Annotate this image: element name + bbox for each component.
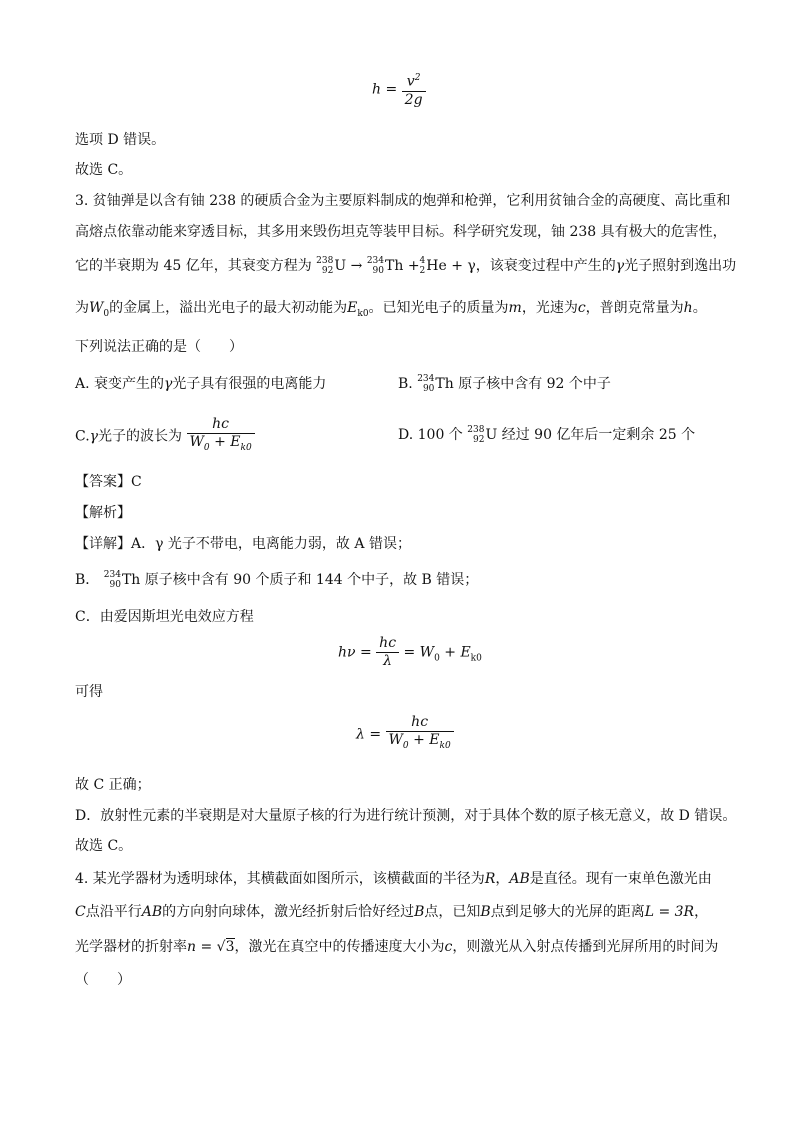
mass-m: m — [508, 300, 522, 316]
gamma: γ — [615, 258, 625, 274]
fraction-v2-2g — [402, 70, 426, 109]
option-c: C.γ光子的波长为 $\frac{hc}{W_0 + E_{k0}}$ — [75, 416, 255, 457]
nuclide-th234: 234 90 — [366, 256, 384, 276]
answer-value: C — [131, 474, 142, 490]
q3-line-4: 为$W_0$的金属上，溢出光电子的最大初动能为$E_{k0}$。已知光电子的质量为m，光速为c，普朗克常量为h。 — [75, 300, 707, 319]
q3-line-5: 下列说法正确的是（ ） — [75, 339, 243, 355]
he-symbol: He — [426, 258, 447, 274]
c-correct: 故 C 正确； — [75, 777, 151, 793]
answer-line: 【答案】C — [75, 474, 142, 490]
kede: 可得 — [75, 684, 103, 700]
choose-c-2: 故选 C。 — [75, 838, 133, 854]
q3-line-1: 3. 贫铀弹是以含有铀 238 的硬质合金为主要原料制成的炮弹和枪弹，它利用贫铀合金的高硬度、高比重和 — [75, 193, 731, 209]
line-d-wrong: 选项 D 错误。 — [75, 132, 166, 148]
equation-h — [372, 70, 426, 109]
q4-line-4: （ ） — [75, 972, 131, 988]
detail-a: 【详解】A．γ 光子不带电，电离能力弱，故 A 错误； — [75, 536, 411, 552]
q4-line-2: C点沿平行AB的方向射向球体，激光经折射后恰好经过B点，已知B点到足够大的光屏的距离L = 3R， — [75, 904, 709, 920]
eq-sign: = — [385, 81, 398, 98]
equation-photoelectric: hν = $\frac{hc}{\lambda}$ = $W_0 + E_{k0}$ — [338, 635, 482, 669]
line-choose-c: 故选 C。 — [75, 162, 133, 178]
detail-c: C．由爱因斯坦光电效应方程 — [75, 609, 254, 625]
eq-lhs: h — [372, 81, 382, 98]
q3-line-3 — [75, 256, 736, 276]
q4-line-1: 4. 某光学器材为透明球体，其横截面如图所示，该横截面的半径为R，AB是直径。现有一束单色激光由 — [75, 871, 712, 887]
q4-line-3: 光学器材的折射率n = √3，激光在真空中的传播速度大小为c，则激光从入射点传播到光屏所用的时间为 — [75, 939, 719, 955]
ek0: E — [347, 300, 358, 316]
equation-lambda: λ = $\frac{hc}{W_0 + E_{k0}}$ — [356, 714, 454, 755]
option-a: A. 衰变产生的γ光子具有很强的电离能力 — [75, 376, 327, 392]
plus: + — [407, 258, 420, 274]
eq-num: v — [406, 73, 415, 90]
plus-gamma: + γ — [451, 258, 476, 274]
option-b: B. 234 90 Th 原子核中含有 92 个中子 — [398, 374, 611, 394]
detail-d: D．放射性元素的半衰期是对大量原子核的行为进行统计预测，对于具体个数的原子核无意义，故 D 错误。 — [75, 808, 737, 824]
u-symbol: U — [334, 258, 347, 274]
nuclide-he4: 4 2 — [419, 256, 426, 276]
q3-l3c: 光子照射到逸出功 — [624, 258, 737, 274]
q3-l3b: ，该衰变过程中产生的 — [475, 258, 616, 274]
option-d: D. 100 个 238 92 U 经过 90 亿年后一定剩余 25 个 — [398, 425, 696, 445]
detail-b: B． 234 90 Th 原子核中含有 90 个质子和 144 个中子，故 B 错误； — [75, 570, 479, 590]
q3-l3a: 它的半衰期为 45 亿年，其衰变方程为 — [75, 258, 312, 274]
fraction-hc: $\frac{hc}{W_0 + E_{k0}}$ — [187, 416, 255, 457]
th-symbol: Th — [385, 258, 404, 274]
arrow: → — [350, 258, 363, 274]
w0: W — [89, 300, 104, 316]
eq-num-exp: 2 — [414, 73, 421, 83]
planck-h: h — [683, 300, 693, 316]
eq-den: 2g — [404, 91, 423, 108]
nuclide-u238: 238 92 — [316, 256, 334, 276]
analysis-label: 【解析】 — [75, 505, 131, 521]
q3-line-2: 高熔点依靠动能来穿透目标，其多用来毁伤坦克等装甲目标。科学研究发现，铀 238 具有极大的危害性， — [75, 224, 727, 240]
speed-c: c — [577, 300, 586, 316]
